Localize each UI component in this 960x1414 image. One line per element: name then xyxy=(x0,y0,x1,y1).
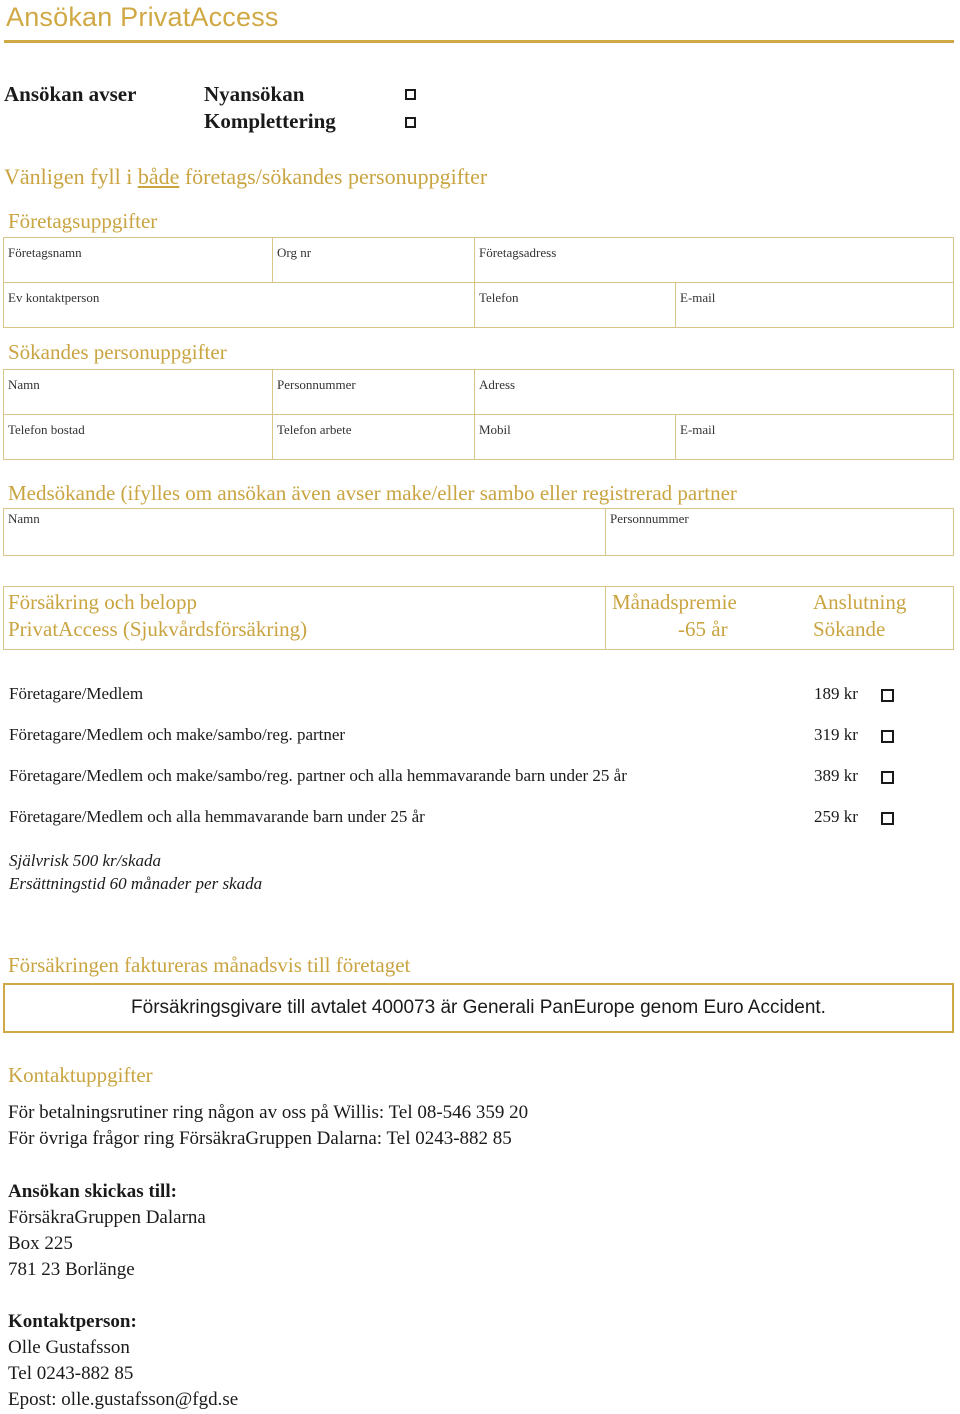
contact-person-field[interactable]: Ev kontaktperson xyxy=(4,283,475,328)
option-row-3-price: 389 kr xyxy=(814,766,858,785)
insurance-header-divider xyxy=(605,587,606,649)
deductible-text: Självrisk 500 kr/skada xyxy=(9,851,162,870)
option-nyansokan-label: Nyansökan xyxy=(204,82,305,106)
option-row-4-checkbox[interactable] xyxy=(881,812,894,825)
contact-person-block xyxy=(8,1309,238,1413)
other-questions-line: För övriga frågor ring FörsäkraGruppen Dalarna: Tel 0243-882 85 xyxy=(8,1128,512,1149)
komplettering-checkbox[interactable] xyxy=(405,117,416,128)
coapplicant-personnummer-field[interactable]: Personnummer xyxy=(606,509,954,556)
enrollment-header-line2: Sökande xyxy=(813,617,886,641)
compensation-period-text: Ersättningstid 60 månader per skada xyxy=(9,874,263,893)
premium-header-line2: -65 år xyxy=(678,617,728,641)
work-phone-field[interactable]: Telefon arbete xyxy=(273,415,475,460)
enrollment-header-line1: Anslutning xyxy=(813,590,907,614)
payment-contact-line: För betalningsrutiner ring någon av oss på Willis: Tel 08-546 359 20 xyxy=(8,1102,529,1123)
coapplicant-heading: Medsökande (ifylles om ansökan även avser make/eller sambo eller registrerad partner xyxy=(8,481,737,505)
insurance-title-line1: Försäkring och belopp xyxy=(8,590,197,614)
address-line-1: FörsäkraGruppen Dalarna xyxy=(8,1207,206,1228)
option-row-3-checkbox[interactable] xyxy=(881,771,894,784)
option-row-2-checkbox[interactable] xyxy=(881,730,894,743)
applicant-address-field[interactable]: Adress xyxy=(475,370,954,415)
application-label: Ansökan avser xyxy=(4,82,137,106)
contact-person-phone: Tel 0243-882 85 xyxy=(8,1363,134,1384)
billing-heading: Försäkringen faktureras månadsvis till företaget xyxy=(8,953,411,977)
option-row-1-label: Företagare/Medlem xyxy=(9,684,144,703)
insurer-note-box xyxy=(3,983,954,1033)
mobile-field[interactable]: Mobil xyxy=(475,415,676,460)
insurance-title-line2: PrivatAccess (Sjukvårdsförsäkring) xyxy=(8,617,308,641)
address-line-2: Box 225 xyxy=(8,1233,73,1254)
contact-person-name: Olle Gustafsson xyxy=(8,1337,130,1358)
enrollment-header xyxy=(813,589,906,643)
premium-header-line1: Månadspremie xyxy=(612,590,737,614)
option-row-2-label: Företagare/Medlem och make/sambo/reg. partner xyxy=(9,725,346,744)
home-phone-field[interactable]: Telefon bostad xyxy=(4,415,273,460)
option-komplettering-label: Komplettering xyxy=(204,109,336,133)
contact-person-email[interactable]: Epost: olle.gustafsson@fgd.se xyxy=(8,1389,239,1410)
applicant-name-field[interactable]: Namn xyxy=(4,370,273,415)
company-email-field[interactable]: E-mail xyxy=(676,283,954,328)
instruction-prefix: Vänligen fyll i xyxy=(4,164,138,189)
option-row-3-label: Företagare/Medlem och make/sambo/reg. partner och alla hemmavarande barn under 25 år xyxy=(9,766,627,785)
premium-header xyxy=(612,589,762,643)
company-name-field[interactable]: Företagsnamn xyxy=(4,238,273,283)
option-row-4-price: 259 kr xyxy=(814,807,858,826)
applicant-form xyxy=(3,369,954,460)
org-nr-field[interactable]: Org nr xyxy=(273,238,475,283)
contact-person-heading: Kontaktperson: xyxy=(8,1311,137,1332)
option-row-2-price: 319 kr xyxy=(814,725,858,744)
option-row-4-label: Företagare/Medlem och alla hemmavarande barn under 25 år xyxy=(9,807,425,826)
company-address-field[interactable]: Företagsadress xyxy=(475,238,954,283)
instruction-suffix: företags/sökandes personuppgifter xyxy=(179,164,488,189)
send-to-heading: Ansökan skickas till: xyxy=(8,1181,177,1202)
option-row-1-price: 189 kr xyxy=(814,684,858,703)
contact-lines xyxy=(8,1100,528,1152)
company-phone-field[interactable]: Telefon xyxy=(475,283,676,328)
page-title: Ansökan PrivatAccess xyxy=(6,2,279,32)
contact-heading: Kontaktuppgifter xyxy=(8,1063,153,1087)
title-divider xyxy=(4,40,954,43)
coapplicant-form xyxy=(3,508,954,556)
applicant-heading: Sökandes personuppgifter xyxy=(8,340,227,364)
instruction-underlined: både xyxy=(137,164,180,189)
applicant-personnummer-field[interactable]: Personnummer xyxy=(273,370,475,415)
nyansokan-checkbox[interactable] xyxy=(405,89,416,100)
company-form xyxy=(3,237,954,328)
insurance-title xyxy=(8,589,307,643)
insurer-note: Försäkringsgivare till avtalet 400073 är Generali PanEurope genom Euro Accident. xyxy=(131,997,826,1018)
coapplicant-name-field[interactable]: Namn xyxy=(4,509,606,556)
applicant-email-field[interactable]: E-mail xyxy=(676,415,954,460)
option-row-1-checkbox[interactable] xyxy=(881,689,894,702)
instruction-text xyxy=(4,164,487,190)
company-heading: Företagsuppgifter xyxy=(8,209,158,233)
send-to-block xyxy=(8,1179,206,1283)
address-line-3: 781 23 Borlänge xyxy=(8,1259,135,1280)
